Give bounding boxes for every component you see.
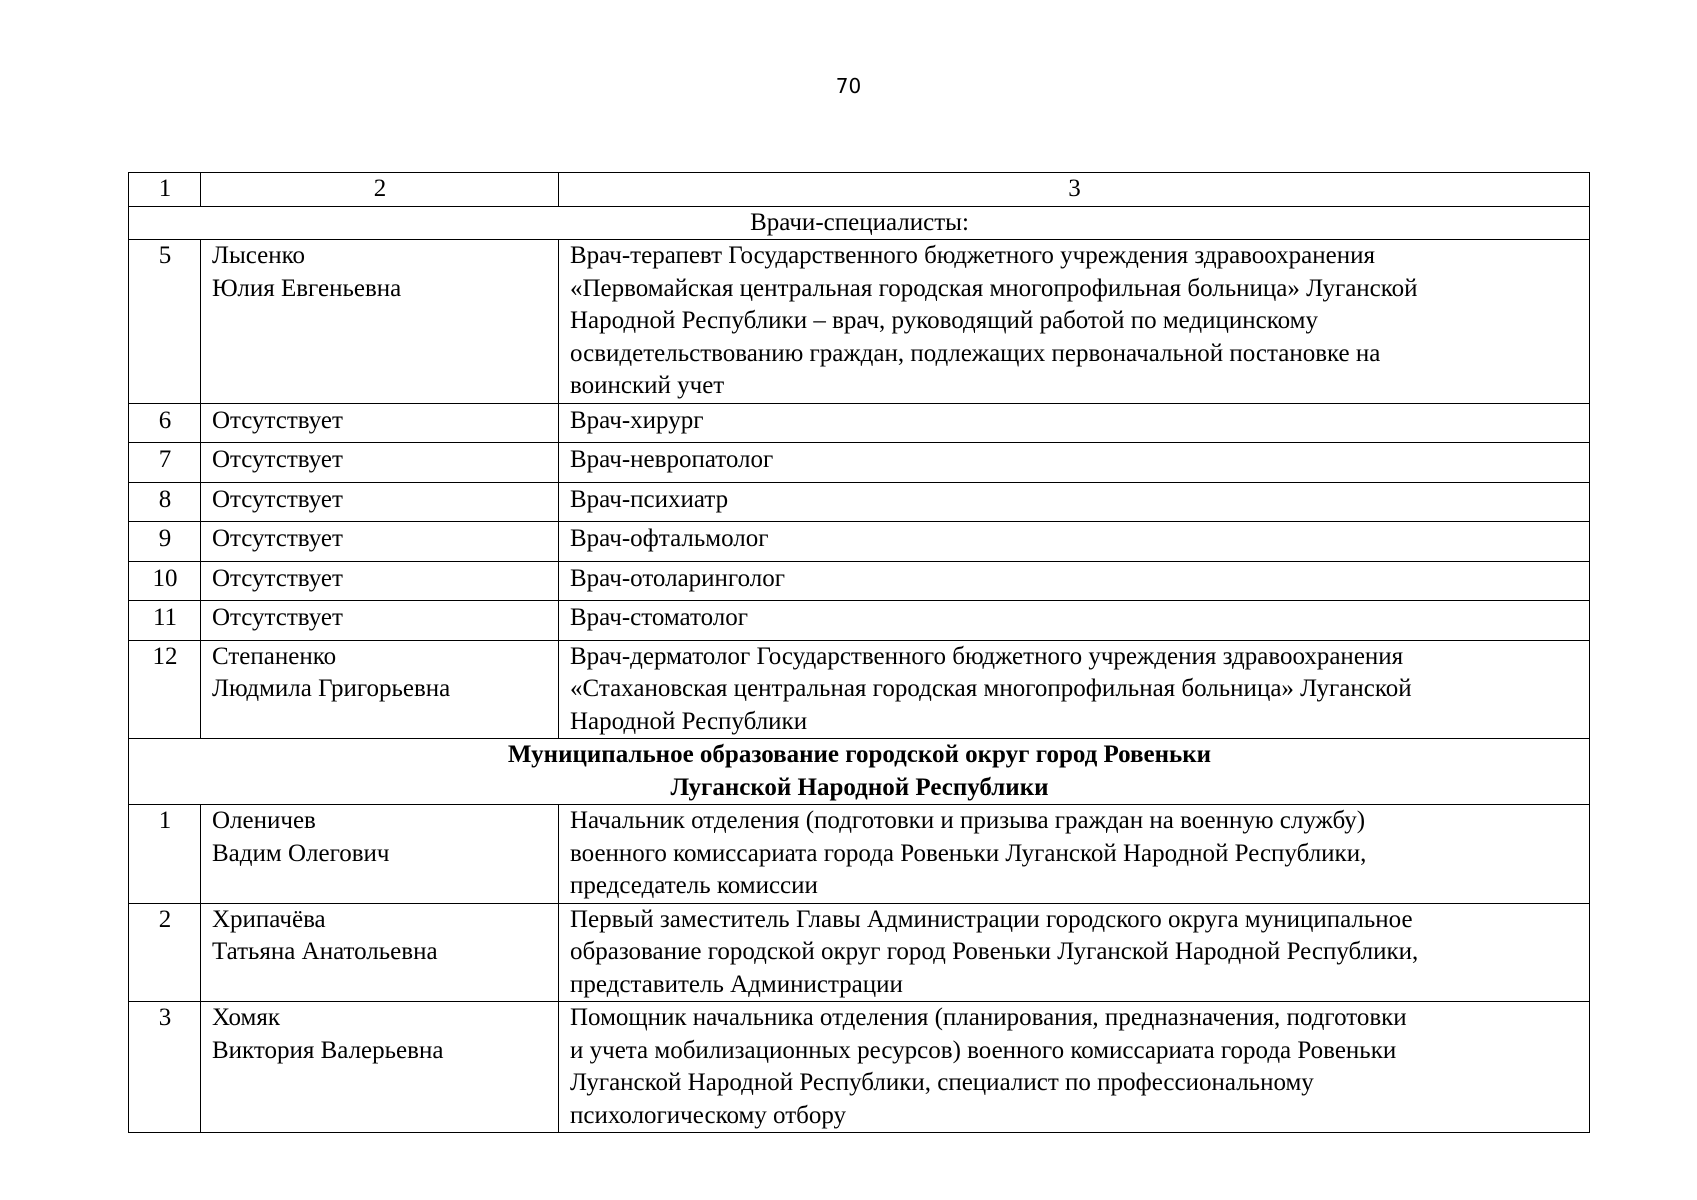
row-number: 3 bbox=[129, 1002, 201, 1133]
column-header-row bbox=[129, 173, 1590, 207]
table-row bbox=[129, 522, 1590, 562]
table-row bbox=[129, 903, 1590, 1002]
table-row bbox=[129, 240, 1590, 404]
person-name: Хомяк Виктория Валерьевна bbox=[201, 1002, 559, 1133]
row-number: 1 bbox=[129, 805, 201, 904]
row-number: 9 bbox=[129, 522, 201, 562]
table-row bbox=[129, 640, 1590, 739]
position-description: Врач-стоматолог bbox=[559, 601, 1590, 641]
row-number: 8 bbox=[129, 482, 201, 522]
column-header-2: 2 bbox=[201, 173, 559, 207]
row-number: 10 bbox=[129, 561, 201, 601]
person-name: Оленичев Вадим Олегович bbox=[201, 805, 559, 904]
position-description: Начальник отделения (подготовки и призыва граждан на военную службу) военного комиссариата города Ровеньки Луганской Народной Республики, председатель комиссии bbox=[559, 805, 1590, 904]
person-name: Отсутствует bbox=[201, 403, 559, 443]
section-heading-row bbox=[129, 739, 1590, 805]
person-name: Отсутствует bbox=[201, 522, 559, 562]
column-header-3: 3 bbox=[559, 173, 1590, 207]
section-heading-row bbox=[129, 206, 1590, 240]
commission-table bbox=[128, 172, 1590, 1133]
person-name: Хрипачёва Татьяна Анатольевна bbox=[201, 903, 559, 1002]
position-description: Врач-хирург bbox=[559, 403, 1590, 443]
position-description: Врач-психиатр bbox=[559, 482, 1590, 522]
position-description: Врач-отоларинголог bbox=[559, 561, 1590, 601]
position-description: Первый заместитель Главы Администрации городского округа муниципальное образование городской округ город Ровеньки Луганской Народной Республики, представитель Администрации bbox=[559, 903, 1590, 1002]
section-heading-doctors: Врачи-специалисты: bbox=[129, 206, 1590, 240]
position-description: Помощник начальника отделения (планирования, предназначения, подготовки и учета мобилизационных ресурсов) военного комиссариата города Ровеньки Луганской Народной Республики, специалист по профессиональному психологическому отбору bbox=[559, 1002, 1590, 1133]
person-name: Отсутствует bbox=[201, 561, 559, 601]
person-name: Отсутствует bbox=[201, 601, 559, 641]
row-number: 5 bbox=[129, 240, 201, 404]
row-number: 12 bbox=[129, 640, 201, 739]
section-heading-municipality: Муниципальное образование городской округ город Ровеньки Луганской Народной Республики bbox=[129, 739, 1590, 805]
row-number: 6 bbox=[129, 403, 201, 443]
position-description: Врач-невропатолог bbox=[559, 443, 1590, 483]
table-row bbox=[129, 805, 1590, 904]
column-header-1: 1 bbox=[129, 173, 201, 207]
person-name: Лысенко Юлия Евгеньевна bbox=[201, 240, 559, 404]
person-name: Отсутствует bbox=[201, 482, 559, 522]
position-description: Врач-офтальмолог bbox=[559, 522, 1590, 562]
table-row bbox=[129, 403, 1590, 443]
table-row bbox=[129, 601, 1590, 641]
table-row bbox=[129, 443, 1590, 483]
table-row bbox=[129, 1002, 1590, 1133]
row-number: 2 bbox=[129, 903, 201, 1002]
person-name: Степаненко Людмила Григорьевна bbox=[201, 640, 559, 739]
row-number: 7 bbox=[129, 443, 201, 483]
position-description: Врач-дерматолог Государственного бюджетного учреждения здравоохранения «Стахановская центральная городская многопрофильная больница» Луганской Народной Республики bbox=[559, 640, 1590, 739]
position-description: Врач-терапевт Государственного бюджетного учреждения здравоохранения «Первомайская центральная городская многопрофильная больница» Луганской Народной Республики – врач, руководящий работой по медицинскому освидетельствованию граждан, подлежащих первоначальной постановке на воинский учет bbox=[559, 240, 1590, 404]
row-number: 11 bbox=[129, 601, 201, 641]
person-name: Отсутствует bbox=[201, 443, 559, 483]
table-row bbox=[129, 482, 1590, 522]
table-row bbox=[129, 561, 1590, 601]
page-number: 70 bbox=[835, 74, 862, 98]
